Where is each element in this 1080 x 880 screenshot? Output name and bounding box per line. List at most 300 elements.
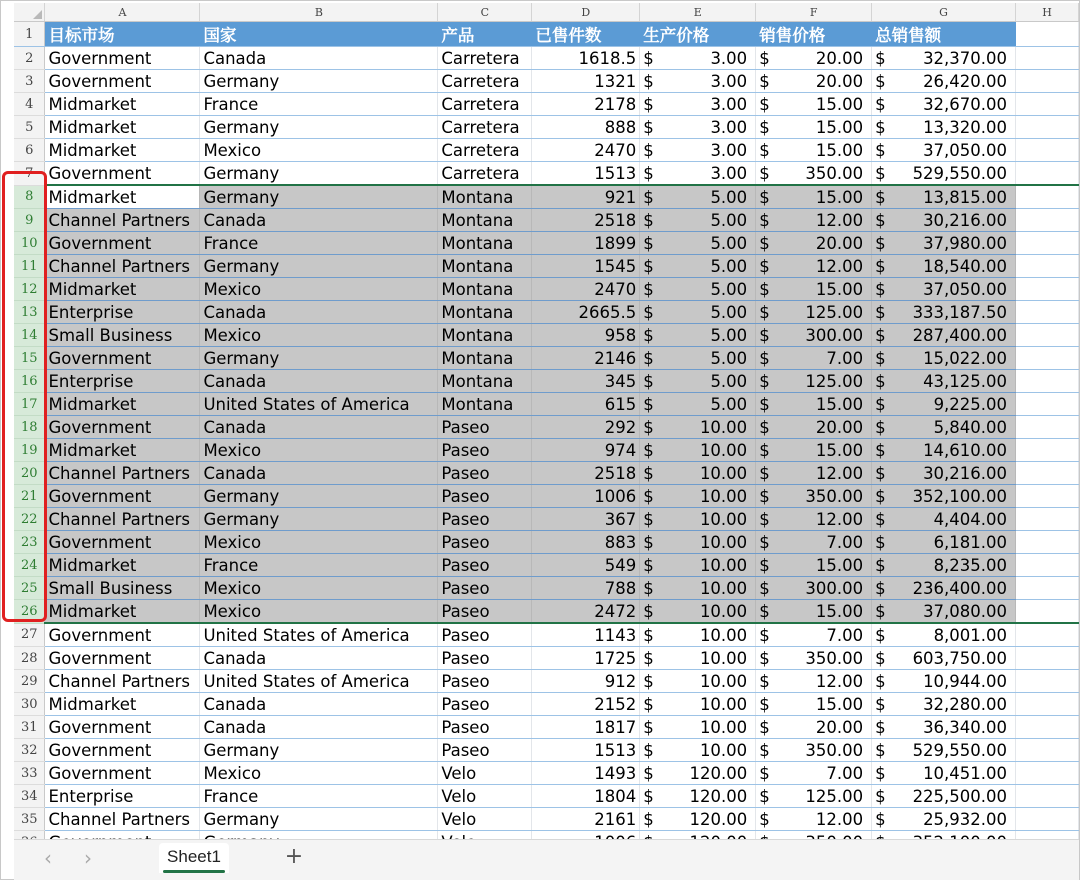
cell[interactable]: [1016, 393, 1079, 416]
segment-cell[interactable]: Enterprise: [45, 301, 200, 324]
sale-price-cell[interactable]: [756, 139, 872, 162]
cell[interactable]: [1016, 370, 1079, 393]
gross-sales-cell[interactable]: [872, 600, 1016, 624]
gross-sales-cell[interactable]: [872, 531, 1016, 554]
gross-sales-cell[interactable]: [872, 416, 1016, 439]
manufacturing-price-cell[interactable]: [640, 278, 756, 301]
manufacturing-price-cell[interactable]: [640, 232, 756, 255]
cell[interactable]: [1016, 693, 1079, 716]
row-header[interactable]: 20: [14, 462, 45, 485]
country-cell[interactable]: France: [200, 554, 438, 577]
manufacturing-price-cell[interactable]: [640, 209, 756, 232]
row-header[interactable]: 24: [14, 554, 45, 577]
row-header[interactable]: 14: [14, 324, 45, 347]
tab-sheet1[interactable]: [159, 843, 229, 873]
country-cell[interactable]: Mexico: [200, 600, 438, 624]
column-header-c[interactable]: C: [438, 3, 532, 22]
cell[interactable]: [1016, 647, 1079, 670]
product-cell[interactable]: Paseo: [438, 623, 532, 647]
country-cell[interactable]: Germany: [200, 162, 438, 186]
row-header[interactable]: 15: [14, 347, 45, 370]
gross-sales-cell[interactable]: [872, 278, 1016, 301]
column-header-d[interactable]: D: [532, 3, 640, 22]
product-cell[interactable]: Paseo: [438, 739, 532, 762]
product-cell[interactable]: Paseo: [438, 485, 532, 508]
product-cell[interactable]: Velo: [438, 808, 532, 831]
units-sold-cell[interactable]: 1513: [532, 739, 640, 762]
units-sold-cell[interactable]: 615: [532, 393, 640, 416]
country-cell[interactable]: Mexico: [200, 531, 438, 554]
row-header[interactable]: 7: [14, 162, 45, 186]
row-header[interactable]: 35: [14, 808, 45, 831]
cell[interactable]: [1016, 416, 1079, 439]
segment-cell[interactable]: Government: [45, 485, 200, 508]
sale-price-cell[interactable]: [756, 278, 872, 301]
manufacturing-price-cell[interactable]: [640, 370, 756, 393]
manufacturing-price-cell[interactable]: [640, 600, 756, 624]
row-header[interactable]: 26: [14, 600, 45, 624]
sale-price-cell[interactable]: [756, 554, 872, 577]
chevron-left-icon[interactable]: ‹: [44, 846, 52, 870]
sale-price-cell[interactable]: [756, 600, 872, 624]
country-cell[interactable]: Canada: [200, 47, 438, 70]
units-sold-cell[interactable]: 2178: [532, 93, 640, 116]
units-sold-cell[interactable]: 1817: [532, 716, 640, 739]
units-sold-cell[interactable]: 1725: [532, 647, 640, 670]
sale-price-cell[interactable]: [756, 255, 872, 278]
cell[interactable]: [1016, 739, 1079, 762]
row-header[interactable]: 29: [14, 670, 45, 693]
row-header[interactable]: 32: [14, 739, 45, 762]
gross-sales-cell[interactable]: [872, 301, 1016, 324]
column-header-h[interactable]: H: [1016, 3, 1079, 22]
cell[interactable]: [1016, 162, 1079, 186]
manufacturing-price-cell[interactable]: [640, 162, 756, 186]
sale-price-cell[interactable]: [756, 370, 872, 393]
sale-price-cell[interactable]: [756, 324, 872, 347]
cell[interactable]: [1016, 623, 1079, 647]
product-cell[interactable]: Velo: [438, 762, 532, 785]
row-header[interactable]: 31: [14, 716, 45, 739]
row-header[interactable]: 2: [14, 47, 45, 70]
country-cell[interactable]: Germany: [200, 808, 438, 831]
row-header[interactable]: 6: [14, 139, 45, 162]
sale-price-cell[interactable]: [756, 508, 872, 531]
header-cell[interactable]: 销售价格: [756, 22, 872, 47]
row-header[interactable]: 27: [14, 623, 45, 647]
cell[interactable]: [1016, 462, 1079, 485]
gross-sales-cell[interactable]: [872, 508, 1016, 531]
manufacturing-price-cell[interactable]: [640, 554, 756, 577]
units-sold-cell[interactable]: 1618.5: [532, 47, 640, 70]
plus-icon[interactable]: +: [284, 844, 304, 869]
country-cell[interactable]: Germany: [200, 255, 438, 278]
sale-price-cell[interactable]: [756, 347, 872, 370]
manufacturing-price-cell[interactable]: [640, 693, 756, 716]
gross-sales-cell[interactable]: [872, 716, 1016, 739]
segment-cell[interactable]: Small Business: [45, 324, 200, 347]
row-header[interactable]: 17: [14, 393, 45, 416]
manufacturing-price-cell[interactable]: [640, 647, 756, 670]
header-cell[interactable]: 生产价格: [640, 22, 756, 47]
country-cell[interactable]: Mexico: [200, 324, 438, 347]
manufacturing-price-cell[interactable]: [640, 531, 756, 554]
product-cell[interactable]: Paseo: [438, 416, 532, 439]
sale-price-cell[interactable]: [756, 739, 872, 762]
gross-sales-cell[interactable]: [872, 647, 1016, 670]
sale-price-cell[interactable]: [756, 693, 872, 716]
sale-price-cell[interactable]: [756, 185, 872, 209]
segment-cell[interactable]: Channel Partners: [45, 255, 200, 278]
cell[interactable]: [1016, 808, 1079, 831]
product-cell[interactable]: Carretera: [438, 93, 532, 116]
sale-price-cell[interactable]: [756, 116, 872, 139]
row-header[interactable]: 8: [14, 185, 45, 209]
sale-price-cell[interactable]: [756, 647, 872, 670]
sale-price-cell[interactable]: [756, 577, 872, 600]
cell[interactable]: [1016, 232, 1079, 255]
country-cell[interactable]: Mexico: [200, 577, 438, 600]
sale-price-cell[interactable]: [756, 462, 872, 485]
cell[interactable]: [1016, 301, 1079, 324]
segment-cell[interactable]: Government: [45, 716, 200, 739]
product-cell[interactable]: Paseo: [438, 554, 532, 577]
cell[interactable]: [1016, 139, 1079, 162]
cell[interactable]: [1016, 22, 1079, 47]
units-sold-cell[interactable]: 2518: [532, 462, 640, 485]
manufacturing-price-cell[interactable]: [640, 808, 756, 831]
units-sold-cell[interactable]: 2665.5: [532, 301, 640, 324]
product-cell[interactable]: Paseo: [438, 693, 532, 716]
country-cell[interactable]: United States of America: [200, 393, 438, 416]
manufacturing-price-cell[interactable]: [640, 347, 756, 370]
manufacturing-price-cell[interactable]: [640, 762, 756, 785]
segment-cell[interactable]: Government: [45, 647, 200, 670]
product-cell[interactable]: Carretera: [438, 70, 532, 93]
sale-price-cell[interactable]: [756, 93, 872, 116]
units-sold-cell[interactable]: 1493: [532, 762, 640, 785]
cell[interactable]: [1016, 670, 1079, 693]
row-header[interactable]: 33: [14, 762, 45, 785]
country-cell[interactable]: Germany: [200, 70, 438, 93]
cell[interactable]: [1016, 116, 1079, 139]
country-cell[interactable]: Canada: [200, 370, 438, 393]
row-header[interactable]: 5: [14, 116, 45, 139]
cell[interactable]: [1016, 554, 1079, 577]
segment-cell[interactable]: Government: [45, 347, 200, 370]
country-cell[interactable]: Canada: [200, 209, 438, 232]
manufacturing-price-cell[interactable]: [640, 439, 756, 462]
row-header[interactable]: 18: [14, 416, 45, 439]
manufacturing-price-cell[interactable]: [640, 485, 756, 508]
cell[interactable]: [1016, 70, 1079, 93]
column-header-g[interactable]: G: [872, 3, 1016, 22]
product-cell[interactable]: Paseo: [438, 508, 532, 531]
country-cell[interactable]: Canada: [200, 647, 438, 670]
product-cell[interactable]: Montana: [438, 278, 532, 301]
segment-cell[interactable]: Small Business: [45, 577, 200, 600]
gross-sales-cell[interactable]: [872, 462, 1016, 485]
sale-price-cell[interactable]: [756, 209, 872, 232]
row-header[interactable]: 22: [14, 508, 45, 531]
country-cell[interactable]: Canada: [200, 416, 438, 439]
country-cell[interactable]: Canada: [200, 693, 438, 716]
column-header-b[interactable]: B: [200, 3, 438, 22]
gross-sales-cell[interactable]: [872, 370, 1016, 393]
gross-sales-cell[interactable]: [872, 739, 1016, 762]
gross-sales-cell[interactable]: [872, 808, 1016, 831]
units-sold-cell[interactable]: 2152: [532, 693, 640, 716]
segment-cell[interactable]: Government: [45, 762, 200, 785]
segment-cell[interactable]: Midmarket: [45, 693, 200, 716]
cell[interactable]: [1016, 439, 1079, 462]
segment-cell[interactable]: Government: [45, 531, 200, 554]
gross-sales-cell[interactable]: [872, 232, 1016, 255]
manufacturing-price-cell[interactable]: [640, 116, 756, 139]
country-cell[interactable]: Germany: [200, 116, 438, 139]
gross-sales-cell[interactable]: [872, 185, 1016, 209]
sale-price-cell[interactable]: [756, 439, 872, 462]
gross-sales-cell[interactable]: [872, 255, 1016, 278]
sale-price-cell[interactable]: [756, 670, 872, 693]
gross-sales-cell[interactable]: [872, 139, 1016, 162]
units-sold-cell[interactable]: 888: [532, 116, 640, 139]
gross-sales-cell[interactable]: [872, 554, 1016, 577]
row-header[interactable]: 4: [14, 93, 45, 116]
country-cell[interactable]: Mexico: [200, 139, 438, 162]
product-cell[interactable]: Montana: [438, 232, 532, 255]
row-header[interactable]: 25: [14, 577, 45, 600]
units-sold-cell[interactable]: 1804: [532, 785, 640, 808]
manufacturing-price-cell[interactable]: [640, 47, 756, 70]
sale-price-cell[interactable]: [756, 716, 872, 739]
manufacturing-price-cell[interactable]: [640, 623, 756, 647]
header-cell[interactable]: 产品: [438, 22, 532, 47]
row-header[interactable]: 9: [14, 209, 45, 232]
segment-cell[interactable]: Midmarket: [45, 439, 200, 462]
cell[interactable]: [1016, 508, 1079, 531]
sale-price-cell[interactable]: [756, 485, 872, 508]
segment-cell[interactable]: Midmarket: [45, 139, 200, 162]
cell[interactable]: [1016, 716, 1079, 739]
product-cell[interactable]: Paseo: [438, 462, 532, 485]
manufacturing-price-cell[interactable]: [640, 670, 756, 693]
gross-sales-cell[interactable]: [872, 577, 1016, 600]
header-cell[interactable]: 总销售额: [872, 22, 1016, 47]
sale-price-cell[interactable]: [756, 531, 872, 554]
header-cell[interactable]: 国家: [200, 22, 438, 47]
row-header[interactable]: 34: [14, 785, 45, 808]
product-cell[interactable]: Velo: [438, 785, 532, 808]
gross-sales-cell[interactable]: [872, 693, 1016, 716]
units-sold-cell[interactable]: 912: [532, 670, 640, 693]
product-cell[interactable]: Montana: [438, 324, 532, 347]
units-sold-cell[interactable]: 2470: [532, 139, 640, 162]
gross-sales-cell[interactable]: [872, 785, 1016, 808]
gross-sales-cell[interactable]: [872, 347, 1016, 370]
sale-price-cell[interactable]: [756, 808, 872, 831]
segment-cell[interactable]: Midmarket: [45, 278, 200, 301]
product-cell[interactable]: Montana: [438, 185, 532, 209]
row-header[interactable]: 16: [14, 370, 45, 393]
header-cell[interactable]: 已售件数: [532, 22, 640, 47]
units-sold-cell[interactable]: 367: [532, 508, 640, 531]
units-sold-cell[interactable]: 921: [532, 185, 640, 209]
product-cell[interactable]: Paseo: [438, 439, 532, 462]
country-cell[interactable]: France: [200, 232, 438, 255]
units-sold-cell[interactable]: 1899: [532, 232, 640, 255]
header-cell[interactable]: 目标市场: [45, 22, 200, 47]
cell[interactable]: [1016, 485, 1079, 508]
sheet-grid[interactable]: [14, 3, 1079, 839]
cell[interactable]: [1016, 324, 1079, 347]
sale-price-cell[interactable]: [756, 301, 872, 324]
country-cell[interactable]: Germany: [200, 347, 438, 370]
sale-price-cell[interactable]: [756, 762, 872, 785]
country-cell[interactable]: Germany: [200, 739, 438, 762]
product-cell[interactable]: Carretera: [438, 162, 532, 186]
gross-sales-cell[interactable]: [872, 47, 1016, 70]
units-sold-cell[interactable]: 2472: [532, 600, 640, 624]
segment-cell[interactable]: Channel Partners: [45, 508, 200, 531]
manufacturing-price-cell[interactable]: [640, 716, 756, 739]
country-cell[interactable]: Canada: [200, 716, 438, 739]
segment-cell[interactable]: Channel Partners: [45, 808, 200, 831]
units-sold-cell[interactable]: 2161: [532, 808, 640, 831]
sale-price-cell[interactable]: [756, 623, 872, 647]
manufacturing-price-cell[interactable]: [640, 416, 756, 439]
product-cell[interactable]: Carretera: [438, 116, 532, 139]
manufacturing-price-cell[interactable]: [640, 70, 756, 93]
gross-sales-cell[interactable]: [872, 485, 1016, 508]
cell[interactable]: [1016, 531, 1079, 554]
column-header-f[interactable]: F: [756, 3, 872, 22]
segment-cell[interactable]: Midmarket: [45, 600, 200, 624]
column-header-e[interactable]: E: [640, 3, 756, 22]
row-header[interactable]: 3: [14, 70, 45, 93]
row-header[interactable]: 19: [14, 439, 45, 462]
units-sold-cell[interactable]: 549: [532, 554, 640, 577]
segment-cell[interactable]: Midmarket: [45, 93, 200, 116]
sale-price-cell[interactable]: [756, 70, 872, 93]
segment-cell[interactable]: Channel Partners: [45, 670, 200, 693]
units-sold-cell[interactable]: 2518: [532, 209, 640, 232]
manufacturing-price-cell[interactable]: [640, 301, 756, 324]
product-cell[interactable]: Paseo: [438, 670, 532, 693]
cell[interactable]: [1016, 762, 1079, 785]
cell[interactable]: [1016, 577, 1079, 600]
cell[interactable]: [1016, 93, 1079, 116]
country-cell[interactable]: Germany: [200, 485, 438, 508]
segment-cell[interactable]: Midmarket: [45, 554, 200, 577]
sale-price-cell[interactable]: [756, 232, 872, 255]
row-header[interactable]: 21: [14, 485, 45, 508]
product-cell[interactable]: Paseo: [438, 577, 532, 600]
sale-price-cell[interactable]: [756, 416, 872, 439]
units-sold-cell[interactable]: 958: [532, 324, 640, 347]
cell[interactable]: [1016, 185, 1079, 209]
gross-sales-cell[interactable]: [872, 209, 1016, 232]
units-sold-cell[interactable]: 1143: [532, 623, 640, 647]
manufacturing-price-cell[interactable]: [640, 462, 756, 485]
gross-sales-cell[interactable]: [872, 116, 1016, 139]
units-sold-cell[interactable]: 788: [532, 577, 640, 600]
country-cell[interactable]: Germany: [200, 185, 438, 209]
segment-cell[interactable]: Channel Partners: [45, 209, 200, 232]
units-sold-cell[interactable]: 1513: [532, 162, 640, 186]
manufacturing-price-cell[interactable]: [640, 577, 756, 600]
select-all-corner[interactable]: [14, 3, 45, 22]
units-sold-cell[interactable]: 2146: [532, 347, 640, 370]
product-cell[interactable]: Montana: [438, 255, 532, 278]
country-cell[interactable]: United States of America: [200, 623, 438, 647]
manufacturing-price-cell[interactable]: [640, 393, 756, 416]
segment-cell[interactable]: Government: [45, 162, 200, 186]
row-header[interactable]: 23: [14, 531, 45, 554]
chevron-right-icon[interactable]: ›: [84, 846, 92, 870]
gross-sales-cell[interactable]: [872, 93, 1016, 116]
country-cell[interactable]: France: [200, 93, 438, 116]
country-cell[interactable]: Mexico: [200, 439, 438, 462]
units-sold-cell[interactable]: 1006: [532, 485, 640, 508]
row-header[interactable]: 1: [14, 22, 45, 47]
sale-price-cell[interactable]: [756, 47, 872, 70]
segment-cell[interactable]: Midmarket: [45, 185, 200, 209]
country-cell[interactable]: France: [200, 785, 438, 808]
gross-sales-cell[interactable]: [872, 393, 1016, 416]
units-sold-cell[interactable]: 345: [532, 370, 640, 393]
sale-price-cell[interactable]: [756, 785, 872, 808]
row-header[interactable]: 13: [14, 301, 45, 324]
cell[interactable]: [1016, 255, 1079, 278]
manufacturing-price-cell[interactable]: [640, 785, 756, 808]
units-sold-cell[interactable]: 974: [532, 439, 640, 462]
product-cell[interactable]: Montana: [438, 370, 532, 393]
cell[interactable]: [1016, 278, 1079, 301]
product-cell[interactable]: Paseo: [438, 716, 532, 739]
cell[interactable]: [1016, 347, 1079, 370]
manufacturing-price-cell[interactable]: [640, 324, 756, 347]
country-cell[interactable]: Mexico: [200, 762, 438, 785]
units-sold-cell[interactable]: 1321: [532, 70, 640, 93]
column-header-a[interactable]: A: [45, 3, 200, 22]
gross-sales-cell[interactable]: [872, 670, 1016, 693]
product-cell[interactable]: Montana: [438, 209, 532, 232]
country-cell[interactable]: Mexico: [200, 278, 438, 301]
cell[interactable]: [1016, 47, 1079, 70]
segment-cell[interactable]: Midmarket: [45, 393, 200, 416]
segment-cell[interactable]: Government: [45, 739, 200, 762]
gross-sales-cell[interactable]: [872, 70, 1016, 93]
manufacturing-price-cell[interactable]: [640, 508, 756, 531]
segment-cell[interactable]: Government: [45, 232, 200, 255]
units-sold-cell[interactable]: 292: [532, 416, 640, 439]
product-cell[interactable]: Carretera: [438, 139, 532, 162]
segment-cell[interactable]: Enterprise: [45, 785, 200, 808]
country-cell[interactable]: Germany: [200, 508, 438, 531]
cell[interactable]: [1016, 209, 1079, 232]
row-header[interactable]: 28: [14, 647, 45, 670]
sale-price-cell[interactable]: [756, 393, 872, 416]
segment-cell[interactable]: Government: [45, 47, 200, 70]
manufacturing-price-cell[interactable]: [640, 93, 756, 116]
row-header[interactable]: 10: [14, 232, 45, 255]
product-cell[interactable]: Paseo: [438, 647, 532, 670]
sale-price-cell[interactable]: [756, 162, 872, 186]
segment-cell[interactable]: Channel Partners: [45, 462, 200, 485]
product-cell[interactable]: Paseo: [438, 600, 532, 624]
segment-cell[interactable]: Government: [45, 416, 200, 439]
